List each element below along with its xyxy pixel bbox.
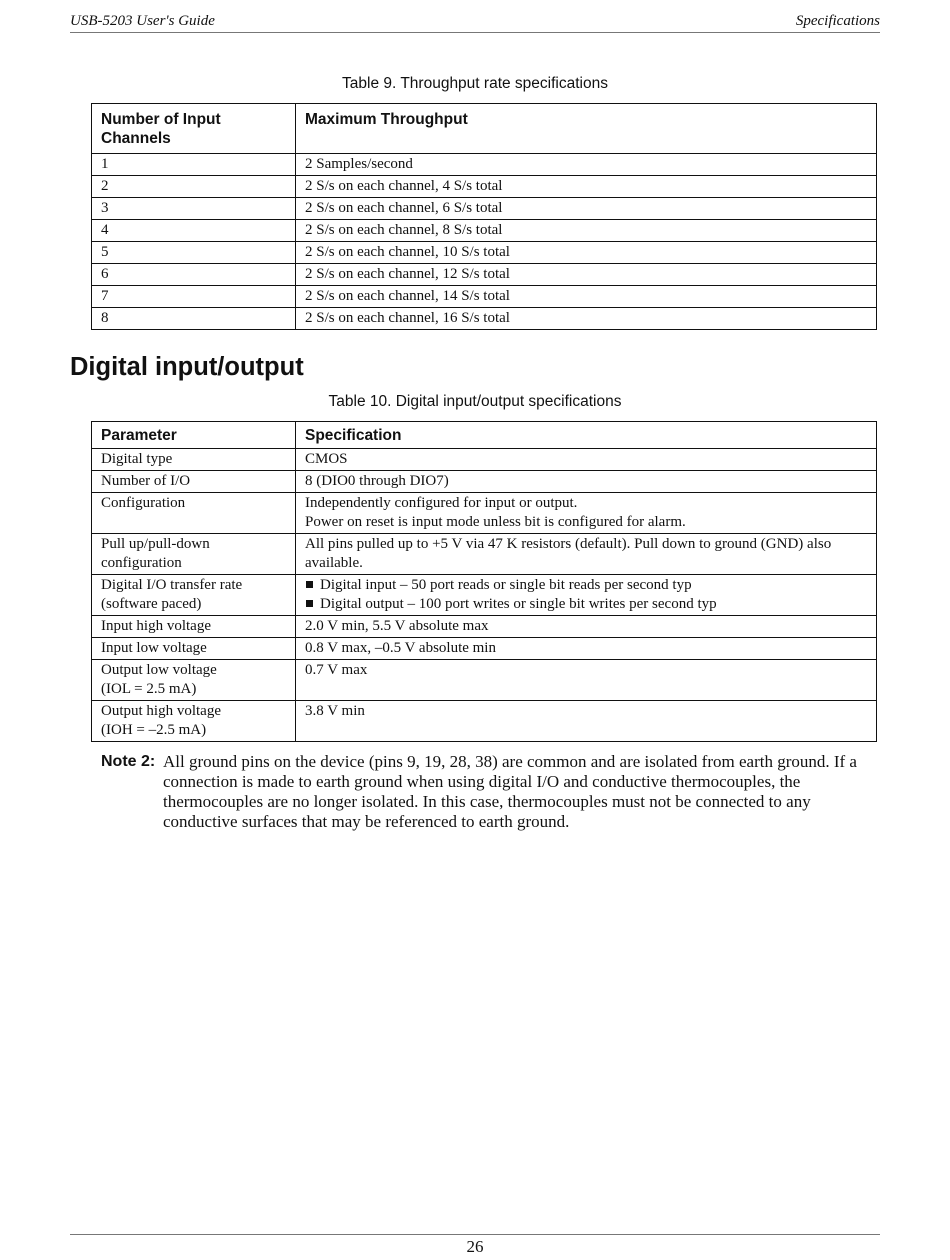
channel-count-cell: 2	[92, 176, 296, 198]
table-row	[92, 638, 877, 660]
parameter-cell	[92, 471, 296, 493]
specification-cell	[296, 638, 877, 660]
throughput-cell: 2 S/s on each channel, 4 S/s total	[296, 176, 877, 198]
parameter-text: (IOH = –2.5 mA)	[101, 722, 207, 738]
parameter-text: Digital I/O transfer rate	[101, 577, 243, 593]
note-text: All ground pins on the device (pins 9, 19, 28, 38) are common and are isolated from earth ground. If a connection is made to earth ground when using digital I/O and conductive thermocouples, the thermocouples are no longer isolated. In this case, thermocouples must not be connected to any conductive surfaces that may be referenced to earth ground.	[163, 752, 857, 831]
parameter-text: Digital type	[101, 451, 173, 467]
table-row	[92, 616, 877, 638]
parameter-cell	[92, 449, 296, 471]
table-row	[92, 701, 877, 742]
table9-caption: Table 9. Throughput rate specifications	[342, 75, 608, 92]
table-row	[92, 154, 877, 176]
specification-text: 0.8 V max, –0.5 V absolute min	[305, 640, 496, 656]
table-row	[92, 220, 877, 242]
channel-count-cell: 3	[92, 198, 296, 220]
table-row	[92, 242, 877, 264]
table-row	[92, 176, 877, 198]
column-header-channels: Number of Input Channels	[92, 104, 296, 154]
parameter-cell	[92, 493, 296, 534]
specification-text: 0.7 V max	[305, 662, 368, 678]
parameter-text: Pull up/pull-down	[101, 536, 210, 552]
specification-text: 2.0 V min, 5.5 V absolute max	[305, 618, 489, 634]
specification-text: CMOS	[305, 451, 348, 467]
throughput-cell: 2 S/s on each channel, 8 S/s total	[296, 220, 877, 242]
specification-cell	[296, 471, 877, 493]
specification-text: Power on reset is input mode unless bit is configured for alarm.	[305, 514, 686, 530]
square-bullet-icon	[306, 581, 313, 588]
channel-count-cell: 7	[92, 286, 296, 308]
table-row	[92, 471, 877, 493]
section-title: Digital input/output	[70, 353, 304, 381]
table-header-row	[92, 422, 877, 449]
table9-body	[92, 154, 877, 330]
table-row	[92, 575, 877, 616]
specification-cell	[296, 575, 877, 616]
throughput-cell: 2 S/s on each channel, 14 S/s total	[296, 286, 877, 308]
digital-io-table	[91, 421, 877, 742]
specification-cell	[296, 534, 877, 575]
table-row	[92, 286, 877, 308]
column-header-throughput: Maximum Throughput	[296, 104, 877, 154]
specification-cell	[296, 493, 877, 534]
channel-count-cell: 5	[92, 242, 296, 264]
specification-text: All pins pulled up to +5 V via 47 K resistors (default). Pull down to ground (GND) also available.	[305, 536, 832, 571]
bullet-text: Digital input – 50 port reads or single bit reads per second typ	[320, 577, 692, 593]
table10-caption: Table 10. Digital input/output specifications	[328, 393, 622, 410]
parameter-text: Configuration	[101, 495, 186, 511]
column-header-parameter: Parameter	[92, 422, 296, 449]
table-header-row	[92, 104, 877, 154]
specification-text: Independently configured for input or output.	[305, 495, 578, 511]
channel-count-cell: 1	[92, 154, 296, 176]
parameter-text: (software paced)	[101, 596, 202, 612]
header-doc-title: USB-5203 User's Guide	[70, 13, 215, 29]
bullet-text: Digital output – 100 port writes or single bit writes per second typ	[320, 596, 717, 612]
throughput-cell: 2 S/s on each channel, 12 S/s total	[296, 264, 877, 286]
running-header	[70, 12, 880, 33]
parameter-cell	[92, 534, 296, 575]
parameter-text: Output low voltage	[101, 662, 217, 678]
parameter-text: configuration	[101, 555, 182, 571]
parameter-text: Output high voltage	[101, 703, 221, 719]
throughput-cell: 2 Samples/second	[296, 154, 877, 176]
specification-cell	[296, 701, 877, 742]
throughput-cell: 2 S/s on each channel, 16 S/s total	[296, 308, 877, 330]
square-bullet-icon	[306, 600, 313, 607]
header-section-name: Specifications	[795, 13, 880, 29]
column-header-specification: Specification	[296, 422, 877, 449]
table-row	[92, 264, 877, 286]
parameter-text: (IOL = 2.5 mA)	[101, 681, 197, 697]
bullet-item	[305, 576, 867, 595]
throughput-table	[91, 103, 877, 330]
bullet-item	[305, 595, 867, 614]
channel-count-cell: 8	[92, 308, 296, 330]
channel-count-cell: 4	[92, 220, 296, 242]
parameter-cell	[92, 638, 296, 660]
parameter-text: Number of I/O	[101, 473, 191, 489]
specification-cell	[296, 449, 877, 471]
channel-count-cell: 6	[92, 264, 296, 286]
parameter-cell	[92, 701, 296, 742]
specification-cell	[296, 660, 877, 701]
note-2	[101, 752, 873, 832]
table-row	[92, 493, 877, 534]
specification-cell	[296, 616, 877, 638]
note-label: Note 2:	[101, 753, 156, 770]
parameter-text: Input low voltage	[101, 640, 207, 656]
throughput-cell: 2 S/s on each channel, 6 S/s total	[296, 198, 877, 220]
parameter-cell	[92, 616, 296, 638]
parameter-text: Input high voltage	[101, 618, 211, 634]
table10-body	[92, 449, 877, 742]
page-number: 26	[466, 1237, 484, 1256]
throughput-cell: 2 S/s on each channel, 10 S/s total	[296, 242, 877, 264]
parameter-cell	[92, 575, 296, 616]
table-row	[92, 449, 877, 471]
parameter-cell	[92, 660, 296, 701]
table-row	[92, 198, 877, 220]
specification-text: 3.8 V min	[305, 703, 365, 719]
table-row	[92, 534, 877, 575]
table-row	[92, 308, 877, 330]
table-row	[92, 660, 877, 701]
specification-text: 8 (DIO0 through DIO7)	[305, 473, 449, 489]
footer-rule	[70, 1234, 880, 1235]
